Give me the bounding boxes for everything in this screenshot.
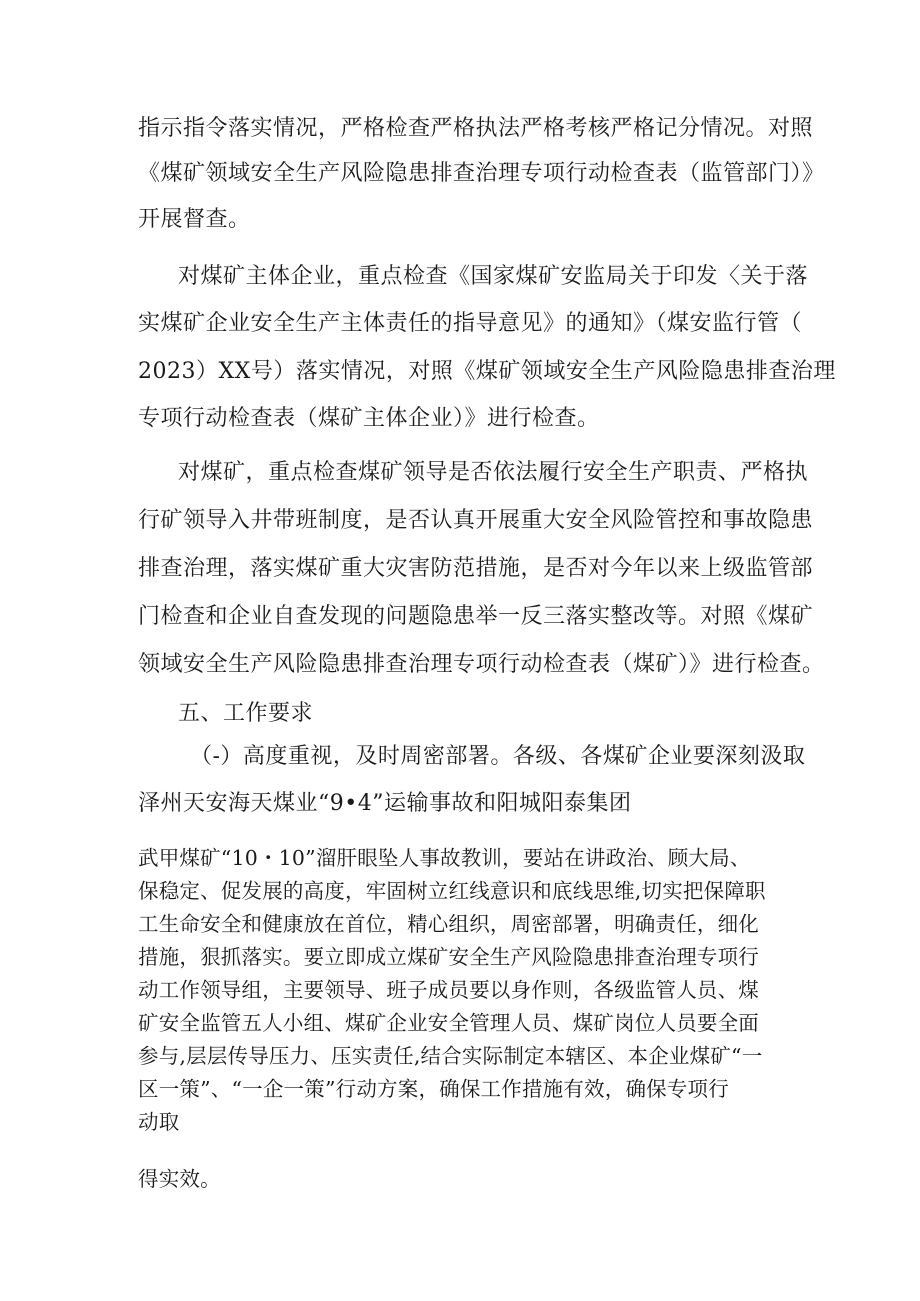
paragraph-line: 对煤矿，重点检查煤矿领导是否依法履行安全生产职责、严格执: [178, 460, 809, 485]
paragraph-line: 2023）XX号）落实情况，对照《煤矿领域安全生产风险隐患排查治理: [138, 359, 836, 384]
paragraph-line: （-）高度重视，及时周密部署。各级、各煤矿企业要深刻汲取: [190, 744, 806, 769]
paragraph-line: 矿安全监管五人小组、煤矿企业安全管理人员、煤矿岗位人员要全面: [138, 1011, 759, 1035]
paragraph-line: 得实效。: [138, 1167, 221, 1191]
paragraph-line: 专项行动检查表（煤矿主体企业）》进行检查。: [138, 406, 600, 431]
paragraph-line: 武甲煤矿“10・10”溜肝眼坠人事故教训，要站在讲政治、顾大局、: [138, 846, 751, 870]
paragraph-line: 行矿领导入井带班制度，是否认真开展重大安全风险管控和事故隐患: [138, 508, 814, 533]
paragraph-line: 门检查和企业自查发现的问题隐患举一反三落实整改等。对照《煤矿: [138, 604, 814, 629]
section-heading: 五、工作要求: [178, 701, 314, 726]
paragraph-line: 措施，狠抓落实。要立即成立煤矿安全生产风险隐患排查治理专项行: [138, 945, 759, 969]
paragraph-line: 《煤矿领域安全生产风险隐患排查治理专项行动检查表（监管部门）》: [138, 161, 825, 186]
paragraph-line: 区一策”、“一企一策”行动方案，确保工作措施有效，确保专项行: [138, 1077, 729, 1101]
paragraph-line: 指示指令落实情况，严格检查严格执法严格考核严格记分情况。对照: [138, 116, 814, 141]
paragraph-line: 开展督查。: [138, 207, 251, 232]
paragraph-line: 对煤矿主体企业，重点检查《国家煤矿安监局关于印发〈关于落: [178, 264, 809, 289]
paragraph-line: 工生命安全和健康放在首位，精心组织，周密部署，明确责任，细化: [138, 912, 759, 936]
paragraph-line: 领域安全生产风险隐患排查治理专项行动检查表（煤矿）》进行检查。: [138, 652, 825, 677]
paragraph-line: 参与,层层传导压力、压实责任,结合实际制定本辖区、本企业煤矿“一: [138, 1044, 763, 1068]
paragraph-line: 排查治理，落实煤矿重大灾害防范措施，是否对今年以来上级监管部: [138, 556, 814, 581]
paragraph-line: 动工作领导组，主要领导、班子成员要以身作则，各级监管人员、煤: [138, 978, 759, 1002]
paragraph-line: 实煤矿企业安全生产主体责任的指导意见》的通知》（煤安监行管（: [138, 311, 803, 336]
paragraph-line: 动取: [138, 1110, 180, 1134]
paragraph-line: 泽州天安海天煤业“9•4”运输事故和阳城阳泰集团: [138, 791, 632, 816]
paragraph-line: 保稳定、促发展的高度，牢固树立红线意识和底线思维,切实把保障职: [138, 879, 766, 903]
